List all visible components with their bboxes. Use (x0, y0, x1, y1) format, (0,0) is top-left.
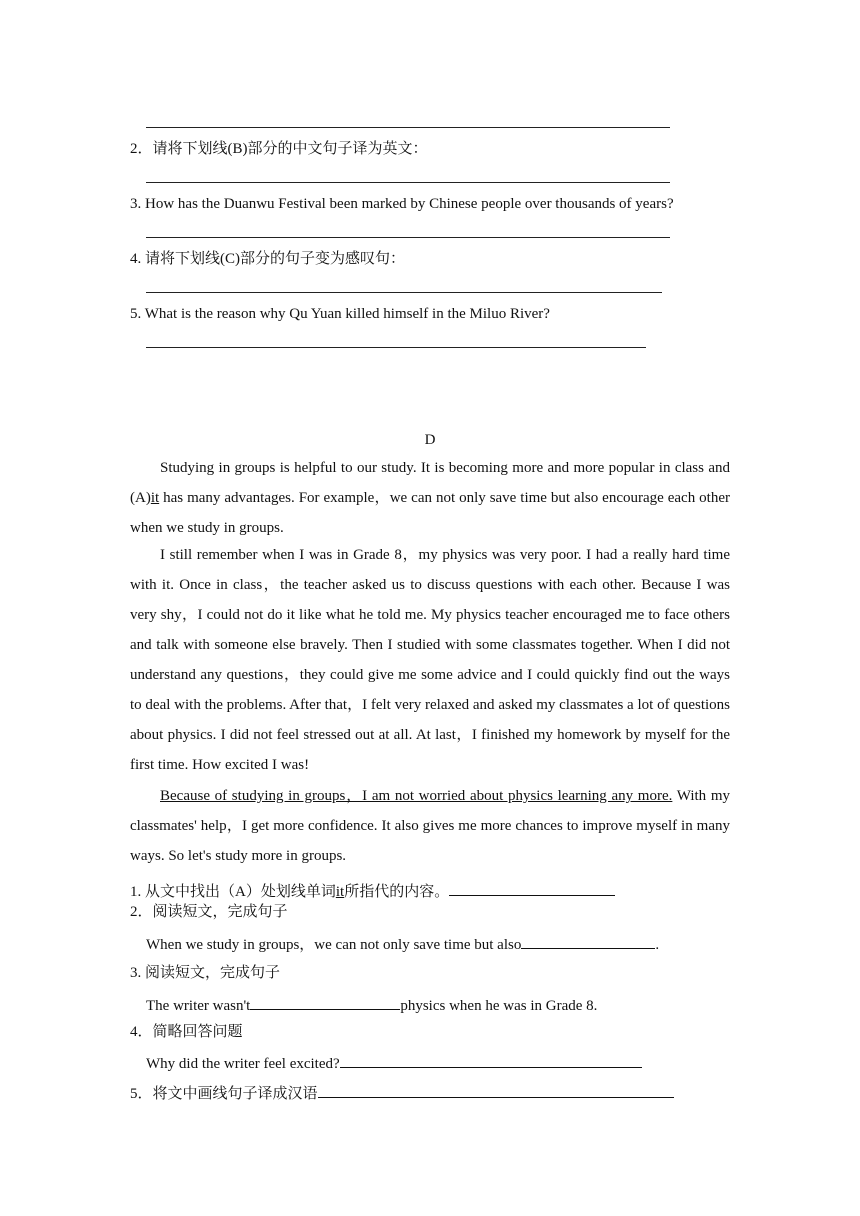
answer-blank[interactable] (340, 1053, 642, 1068)
question-5-text: 5．将文中画线句子译成汉语 (130, 1086, 318, 1102)
question-1-it: it (335, 884, 345, 900)
underlined-it: it (150, 490, 160, 506)
passage-paragraph-2 (130, 540, 730, 780)
answer-line[interactable] (146, 347, 646, 348)
paragraph-1-text-b: has many advantages. For example，we can not only save time but also encourage each other when we study in groups. (130, 490, 730, 536)
question-2-period: . (655, 937, 660, 953)
question-4 (146, 1053, 642, 1073)
question-2-text: When we study in groups，we can not only save time but also (146, 937, 522, 953)
passage-title: D (424, 432, 436, 448)
underlined-sentence: Because of studying in groups，I am not worried about physics learning any more. (160, 788, 673, 804)
question-3-title: 3. 阅读短文，完成句子 (130, 965, 281, 981)
question-2-translate: 2．请将下划线(B)部分的中文句子译为英文： (130, 141, 428, 157)
answer-blank[interactable] (521, 934, 655, 949)
answer-line[interactable] (146, 127, 670, 128)
question-1-text-b: 所指代的内容。 (344, 884, 450, 900)
question-2 (146, 934, 659, 954)
paragraph-1-text-a: Studying in groups is helpful to our study. It is becoming more and more popular in class and (A) (130, 460, 730, 506)
question-3-text-a: The writer wasn't (146, 998, 251, 1014)
answer-blank[interactable] (449, 881, 615, 896)
passage-paragraph-3 (130, 781, 730, 871)
paragraph-2-text: I still remember when I was in Grade 8，my physics was very poor. I had a really hard time with it. Once in class，the teacher asked us to discuss questions with each other. Because I was very shy，I could not do it like what he told me. My physics teacher encouraged me to face others and talk with someone else bravely. Then I studied with some classmates together. When I did not understand any questions，they could give me some advice and I could quickly find out the ways to deal with the problems. After that，I felt very relaxed and asked my classmates a lot of questions about physics. I did not feel stressed out at all. At last，I finished my homework by myself for the first time. How excited I was! (130, 547, 730, 773)
answer-blank[interactable] (318, 1083, 674, 1098)
question-5-quyuan: 5. What is the reason why Qu Yuan killed himself in the Miluo River? (130, 306, 550, 322)
question-3-text-b: physics when he was in Grade 8. (400, 998, 598, 1014)
answer-line[interactable] (146, 292, 662, 293)
question-3-duanwu: 3. How has the Duanwu Festival been marked by Chinese people over thousands of years? (130, 196, 674, 212)
paragraph-3-text: With my classmates' help，I get more confidence. It also gives me more chances to improve myself in many ways. So let's study more in groups. (130, 788, 730, 864)
passage-paragraph-1 (130, 453, 730, 543)
answer-blank[interactable] (250, 995, 400, 1010)
answer-line[interactable] (146, 182, 670, 183)
question-1 (130, 881, 615, 901)
question-3 (146, 995, 597, 1015)
question-1-text-a: 1. 从文中找出（A）处划线单词 (130, 884, 336, 900)
answer-line[interactable] (146, 237, 670, 238)
question-5 (130, 1083, 674, 1103)
question-4-title: 4．简略回答问题 (130, 1024, 243, 1040)
question-2-title: 2．阅读短文，完成句子 (130, 904, 288, 920)
question-4-text: Why did the writer feel excited? (146, 1056, 340, 1072)
question-4-exclamation: 4. 请将下划线(C)部分的句子变为感叹句： (130, 251, 405, 267)
